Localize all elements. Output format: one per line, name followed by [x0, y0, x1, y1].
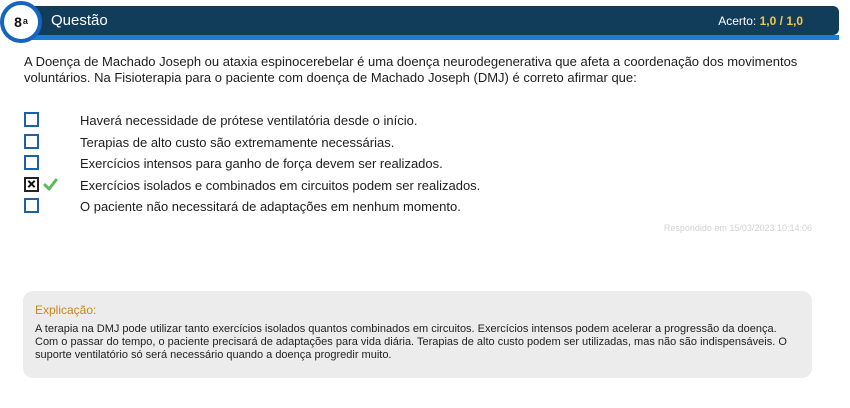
option-item[interactable] — [24, 110, 724, 132]
options-list — [24, 110, 724, 218]
explanation-title: Explicação: — [35, 303, 97, 317]
explanation-box — [23, 291, 812, 378]
score-total: 1,0 — [786, 14, 803, 28]
option-label: Haverá necessidade de prótese ventilatória desde o início. — [80, 113, 418, 128]
option-item[interactable] — [24, 196, 724, 218]
question-text: A Doença de Machado Joseph ou ataxia espinocerebelar é uma doença neurodegenerativa que afeta a coordenação dos movimentos voluntários. Na Fisioterapia para o paciente com doença de Machado Joseph (DMJ) é correto afirmar que: — [24, 54, 798, 85]
option-checkbox[interactable] — [24, 134, 39, 149]
header-accent-line — [30, 35, 839, 40]
question-number: 8 — [14, 14, 22, 30]
question-number-badge — [0, 1, 42, 43]
option-label: O paciente não necessitará de adaptações em nenhum momento. — [80, 199, 461, 214]
answered-timestamp: Respondido em 15/03/2023 10:14:06 — [663, 223, 812, 233]
header-title: Questão — [51, 12, 108, 29]
correct-check-icon — [43, 177, 58, 192]
question-number-ordinal: a — [22, 16, 28, 26]
option-checkbox[interactable] — [24, 198, 39, 213]
option-label: Exercícios isolados e combinados em circuitos podem ser realizados. — [80, 177, 481, 193]
question-header — [0, 0, 839, 44]
score — [718, 14, 803, 28]
option-checkbox-checked[interactable] — [24, 177, 39, 192]
option-label: Exercícios intensos para ganho de força devem ser realizados. — [80, 156, 443, 171]
option-item[interactable] — [24, 175, 724, 197]
explanation-text: A terapia na DMJ pode utilizar tanto exercícios isolados quantos combinados em circuitos. Exercícios intensos podem acelerar a progressão da doença. Com o passar do tempo, o paciente precisará de adaptações para vida diária. Terapias de alto custo podem ser utilizadas, mas não são indispensáveis. O suporte ventilatório só será necessário quando a doença progredir muito. — [35, 323, 787, 361]
option-checkbox[interactable] — [24, 112, 39, 127]
option-item[interactable] — [24, 153, 724, 175]
header-bar — [14, 6, 839, 35]
option-label: Terapias de alto custo são extremamente necessárias. — [80, 134, 395, 150]
score-value: 1,0 — [759, 14, 777, 28]
score-separator: / — [776, 14, 787, 28]
option-item[interactable] — [24, 132, 724, 154]
option-checkbox[interactable] — [24, 155, 39, 170]
score-label: Acerto: — [718, 14, 757, 28]
